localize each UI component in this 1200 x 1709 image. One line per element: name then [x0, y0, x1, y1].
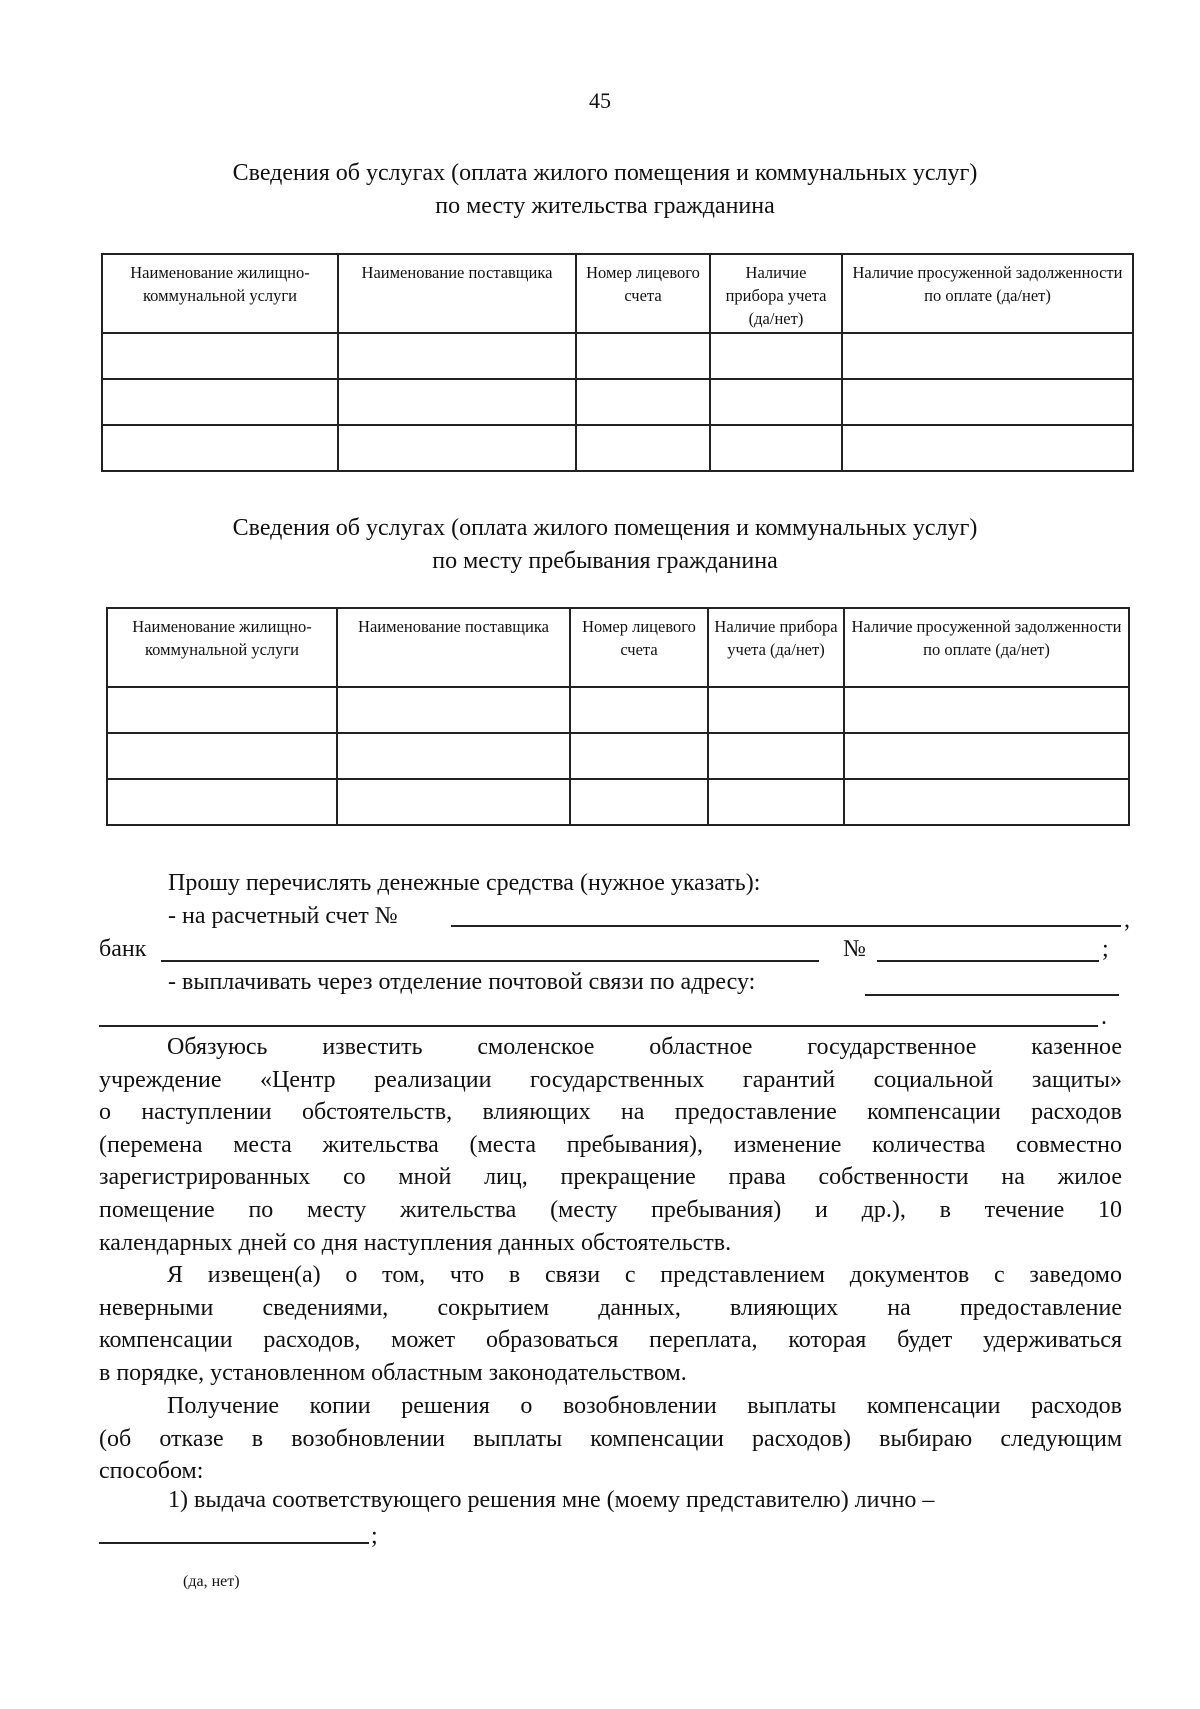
postal-address-field-line2[interactable] — [99, 1003, 1098, 1027]
bank-number-sign: № — [843, 936, 866, 962]
section1-services-table — [101, 253, 1134, 472]
section1-title-line2: по месту жительства гражданина — [435, 193, 775, 219]
table-cell[interactable] — [844, 687, 1129, 733]
table-cell[interactable] — [576, 379, 710, 425]
table-cell[interactable] — [570, 733, 708, 779]
table-cell[interactable] — [570, 779, 708, 825]
table-cell[interactable] — [842, 379, 1133, 425]
table-cell[interactable] — [338, 425, 576, 471]
notice-line: Я извещен(а) о том, что в связи с представлением документов с заведомо — [167, 1262, 1122, 1288]
table-cell[interactable] — [337, 687, 570, 733]
notice-line: неверными сведениями, сокрытием данных, влияющих на предоставление — [99, 1294, 1122, 1321]
column-header-account-number: Номер лицевого счета — [570, 608, 708, 687]
postal-address-field[interactable] — [865, 972, 1119, 996]
bank-name-field[interactable] — [161, 938, 819, 962]
table-cell[interactable] — [708, 779, 844, 825]
payment-intro: Прошу перечислять денежные средства (нужное указать): — [168, 870, 761, 896]
account-number-field[interactable] — [451, 903, 1121, 927]
obligation-line: (перемена места жительства (места пребывания), изменение количества совместно — [99, 1131, 1122, 1158]
obligation-line: календарных дней со дня наступления данных обстоятельств. — [99, 1229, 732, 1256]
obligation-line: помещение по месту жительства (месту пребывания) и др.), в течение 10 — [99, 1196, 1122, 1223]
section2-title-line2: по месту пребывания гражданина — [432, 548, 778, 574]
table-header-row — [107, 608, 1129, 687]
table-row — [102, 333, 1133, 379]
decision-line: (об отказе в возобновлении выплаты компенсации расходов) выбираю следующим — [99, 1425, 1122, 1452]
table-row — [107, 733, 1129, 779]
table-cell[interactable] — [337, 779, 570, 825]
notice-line: в порядке, установленном областным законодательством. — [99, 1359, 687, 1386]
decision-line: Получение копии решения о возобновлении выплаты компенсации расходов — [167, 1393, 1122, 1419]
account-comma: , — [1124, 907, 1130, 933]
table-cell[interactable] — [844, 733, 1129, 779]
table-cell[interactable] — [842, 333, 1133, 379]
table-cell[interactable] — [842, 425, 1133, 471]
table-row — [102, 379, 1133, 425]
column-header-service-name: Наименование жилищно-коммунальной услуги — [107, 608, 337, 687]
option1-semicolon: ; — [371, 1523, 378, 1549]
page-number: 45 — [589, 88, 611, 113]
section1-title-line1: Сведения об услугах (оплата жилого помещения и коммунальных услуг) — [232, 160, 978, 186]
table-header-row — [102, 254, 1133, 333]
decision-line: способом: — [99, 1458, 204, 1485]
section2-heading — [100, 512, 1110, 578]
obligation-line: учреждение «Центр реализации государственных гарантий социальной защиты» — [99, 1066, 1122, 1093]
table-cell[interactable] — [708, 687, 844, 733]
table-cell[interactable] — [102, 333, 338, 379]
table-cell[interactable] — [338, 379, 576, 425]
notice-paragraph — [99, 1259, 1122, 1389]
table-cell[interactable] — [710, 425, 842, 471]
obligation-line: Обязуюсь известить смоленское областное государственное казенное — [167, 1034, 1122, 1060]
table-row — [107, 779, 1129, 825]
obligation-line: зарегистрированных со мной лиц, прекращение права собственности на жилое — [99, 1164, 1122, 1191]
table-cell[interactable] — [107, 733, 337, 779]
table-cell[interactable] — [710, 379, 842, 425]
account-label: - на расчетный счет № — [168, 903, 398, 929]
option1-hint: (да, нет) — [183, 1573, 240, 1590]
table-cell[interactable] — [338, 333, 576, 379]
column-header-supplier: Наименование поставщика — [337, 608, 570, 687]
section1-heading — [100, 157, 1110, 223]
obligation-line: о наступлении обстоятельств, влияющих на предоставление компенсации расходов — [99, 1099, 1122, 1126]
table-cell[interactable] — [102, 425, 338, 471]
postal-label: - выплачивать через отделение почтовой связи по адресу: — [168, 969, 756, 995]
column-header-debt: Наличие просуженной задолженности по оплате (да/нет) — [844, 608, 1129, 687]
option1-label: 1) выдача соответствующего решения мне (моему представителю) лично – — [168, 1487, 935, 1513]
column-header-meter: Наличие прибора учета (да/нет) — [710, 254, 842, 333]
table-cell[interactable] — [337, 733, 570, 779]
table-cell[interactable] — [708, 733, 844, 779]
column-header-account-number: Номер лицевого счета — [576, 254, 710, 333]
table-cell[interactable] — [576, 425, 710, 471]
bank-number-field[interactable] — [877, 938, 1099, 962]
bank-semicolon: ; — [1102, 936, 1109, 962]
column-header-debt: Наличие просуженной задолженности по оплате (да/нет) — [842, 254, 1133, 333]
address-period: . — [1101, 1004, 1107, 1030]
table-cell[interactable] — [844, 779, 1129, 825]
table-row — [107, 687, 1129, 733]
decision-paragraph — [99, 1390, 1122, 1488]
table-cell[interactable] — [102, 379, 338, 425]
section2-services-table — [106, 607, 1130, 826]
table-cell[interactable] — [710, 333, 842, 379]
table-cell[interactable] — [576, 333, 710, 379]
column-header-supplier: Наименование поставщика — [338, 254, 576, 333]
notice-line: компенсации расходов, может образоваться переплата, которая будет удерживаться — [99, 1327, 1122, 1354]
table-row — [102, 425, 1133, 471]
column-header-service-name: Наименование жилищно-коммунальной услуги — [102, 254, 338, 333]
table-cell[interactable] — [107, 687, 337, 733]
option1-answer-field[interactable] — [99, 1520, 369, 1544]
column-header-meter: Наличие прибора учета (да/нет) — [708, 608, 844, 687]
section2-title-line1: Сведения об услугах (оплата жилого помещения и коммунальных услуг) — [232, 515, 978, 541]
bank-label: банк — [99, 936, 147, 962]
table-cell[interactable] — [107, 779, 337, 825]
obligation-paragraph — [99, 1031, 1122, 1259]
table-cell[interactable] — [570, 687, 708, 733]
